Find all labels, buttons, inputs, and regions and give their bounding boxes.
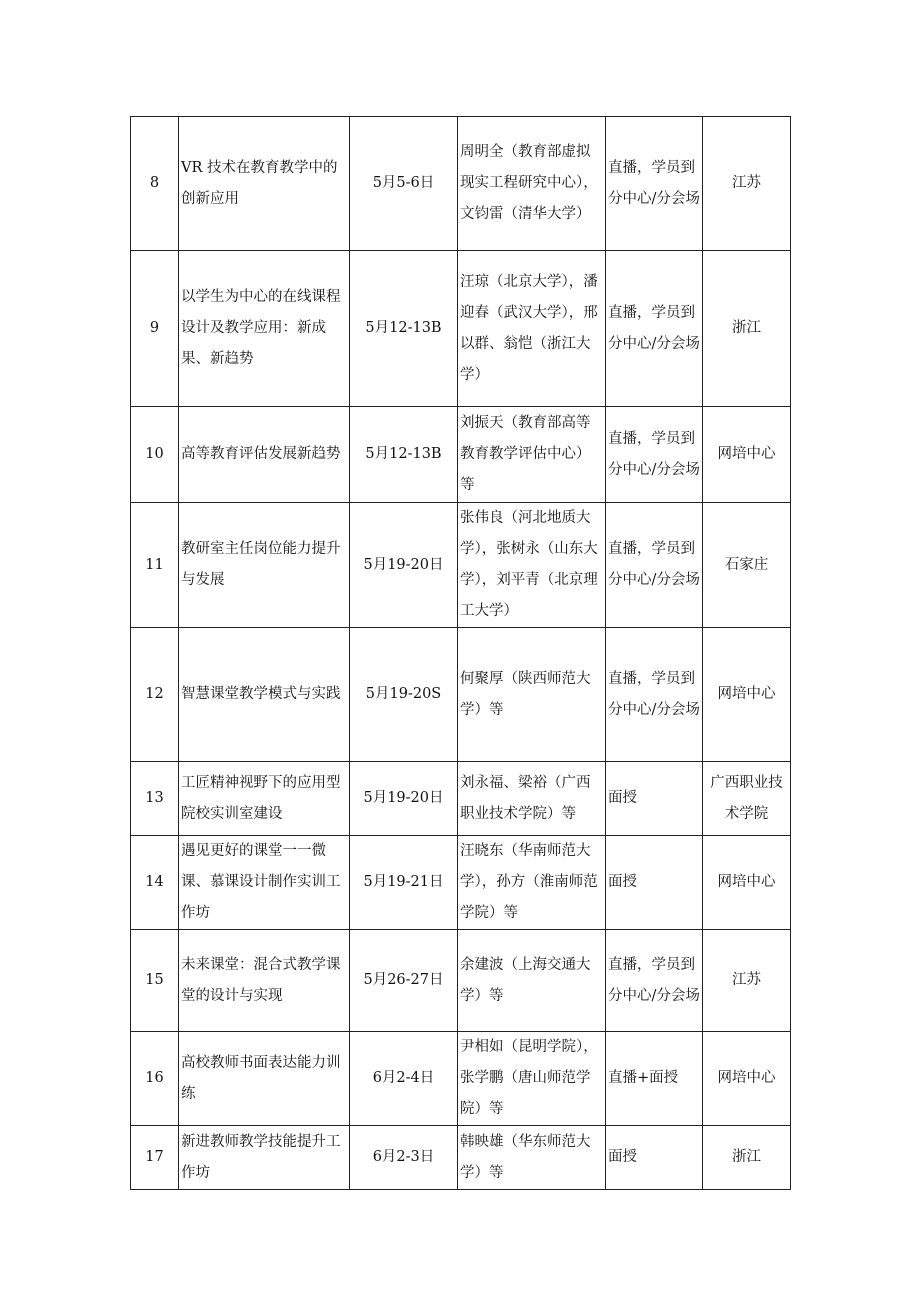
course-date: 5月5-6日 xyxy=(350,117,458,251)
course-topic: 未来课堂：混合式教学课堂的设计与实现 xyxy=(179,930,350,1032)
course-topic: 高等教育评估发展新趋势 xyxy=(179,407,350,503)
course-experts: 张伟良（河北地质大学），张树永（山东大学），刘平青（北京理工大学） xyxy=(458,503,606,628)
course-mode: 直播，学员到分中心/分会场 xyxy=(606,503,703,628)
row-number: 12 xyxy=(131,628,179,762)
course-date: 5月19-20日 xyxy=(350,762,458,836)
course-date: 6月2-3日 xyxy=(350,1126,458,1190)
table-row xyxy=(131,628,791,762)
course-experts: 汪晓东（华南师范大学），孙方（淮南师范学院）等 xyxy=(458,836,606,930)
table-row xyxy=(131,1126,791,1190)
course-mode: 面授 xyxy=(606,836,703,930)
training-schedule-table xyxy=(130,116,791,1190)
course-experts: 何聚厚（陕西师范大学）等 xyxy=(458,628,606,762)
course-date: 5月12-13B xyxy=(350,407,458,503)
course-mode: 面授 xyxy=(606,762,703,836)
course-topic: 高校教师书面表达能力训练 xyxy=(179,1032,350,1126)
course-location: 浙江 xyxy=(703,251,791,407)
course-date: 6月2-4日 xyxy=(350,1032,458,1126)
course-location: 江苏 xyxy=(703,930,791,1032)
row-number: 8 xyxy=(131,117,179,251)
table-body xyxy=(131,117,791,1190)
course-date: 5月12-13B xyxy=(350,251,458,407)
row-number: 9 xyxy=(131,251,179,407)
row-number: 14 xyxy=(131,836,179,930)
course-location: 网培中心 xyxy=(703,1032,791,1126)
course-experts: 刘振天（教育部高等教育教学评估中心）等 xyxy=(458,407,606,503)
course-topic: 工匠精神视野下的应用型院校实训室建设 xyxy=(179,762,350,836)
course-mode: 面授 xyxy=(606,1126,703,1190)
table-row xyxy=(131,762,791,836)
course-date: 5月19-20S xyxy=(350,628,458,762)
row-number: 11 xyxy=(131,503,179,628)
course-topic: 智慧课堂教学模式与实践 xyxy=(179,628,350,762)
course-experts: 余建波（上海交通大学）等 xyxy=(458,930,606,1032)
course-experts: 汪琼（北京大学），潘迎春（武汉大学），邢以群、翁恺（浙江大学） xyxy=(458,251,606,407)
row-number: 15 xyxy=(131,930,179,1032)
course-location: 江苏 xyxy=(703,117,791,251)
course-mode: 直播+面授 xyxy=(606,1032,703,1126)
course-location: 浙江 xyxy=(703,1126,791,1190)
course-topic: 遇见更好的课堂一一微课、慕课设计制作实训工作坊 xyxy=(179,836,350,930)
course-experts: 周明全（教育部虚拟现实工程研究中心），文钧雷（清华大学） xyxy=(458,117,606,251)
table-row xyxy=(131,117,791,251)
table-row xyxy=(131,251,791,407)
course-experts: 韩映雄（华东师范大学）等 xyxy=(458,1126,606,1190)
course-date: 5月26-27日 xyxy=(350,930,458,1032)
course-location: 网培中心 xyxy=(703,407,791,503)
course-location: 网培中心 xyxy=(703,628,791,762)
course-date: 5月19-20日 xyxy=(350,503,458,628)
course-topic: VR 技术在教育教学中的创新应用 xyxy=(179,117,350,251)
row-number: 17 xyxy=(131,1126,179,1190)
course-topic: 以学生为中心的在线课程设计及教学应用：新成果、新趋势 xyxy=(179,251,350,407)
table-row xyxy=(131,407,791,503)
course-location: 网培中心 xyxy=(703,836,791,930)
row-number: 16 xyxy=(131,1032,179,1126)
course-experts: 刘永福、梁裕（广西职业技术学院）等 xyxy=(458,762,606,836)
course-mode: 直播，学员到分中心/分会场 xyxy=(606,930,703,1032)
course-topic: 教研室主任岗位能力提升与发展 xyxy=(179,503,350,628)
course-experts: 尹相如（昆明学院），张学鹏（唐山师范学院）等 xyxy=(458,1032,606,1126)
course-location: 石家庄 xyxy=(703,503,791,628)
course-date: 5月19-21日 xyxy=(350,836,458,930)
row-number: 13 xyxy=(131,762,179,836)
course-location: 广西职业技术学院 xyxy=(703,762,791,836)
course-mode: 直播，学员到分中心/分会场 xyxy=(606,251,703,407)
row-number: 10 xyxy=(131,407,179,503)
course-mode: 直播，学员到分中心/分会场 xyxy=(606,628,703,762)
table-row xyxy=(131,836,791,930)
table-row xyxy=(131,503,791,628)
course-mode: 直播，学员到分中心/分会场 xyxy=(606,117,703,251)
course-mode: 直播，学员到分中心/分会场 xyxy=(606,407,703,503)
table-row xyxy=(131,930,791,1032)
table-row xyxy=(131,1032,791,1126)
course-topic: 新进教师教学技能提升工作坊 xyxy=(179,1126,350,1190)
